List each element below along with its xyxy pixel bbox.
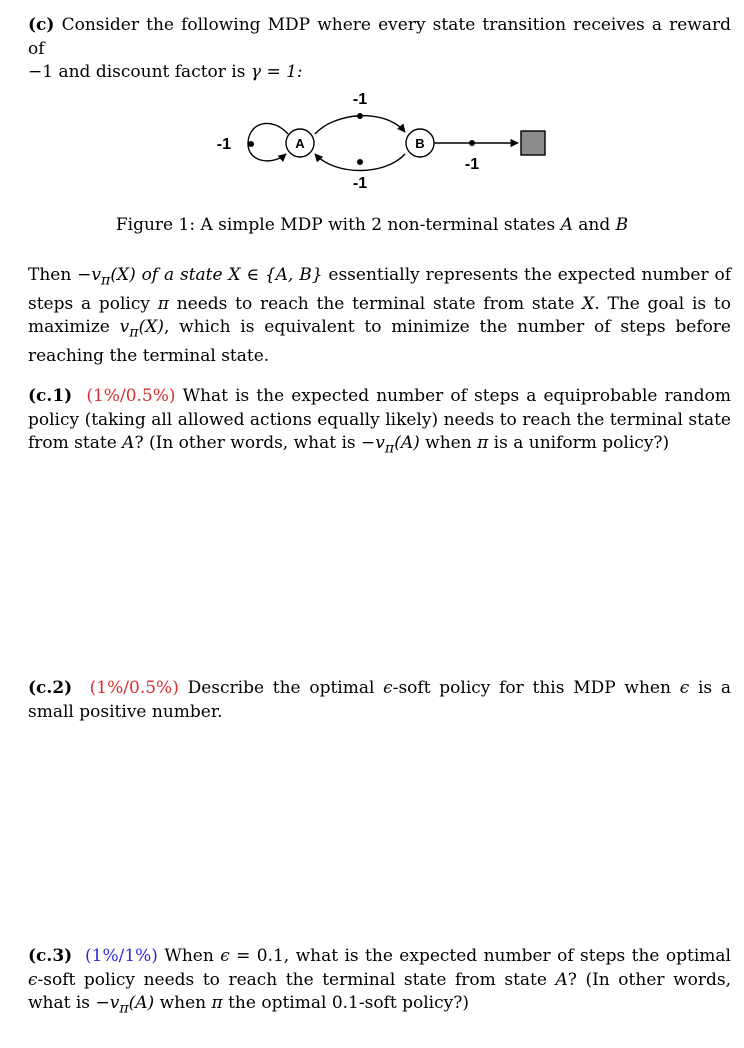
- part-label: (c): [28, 15, 55, 35]
- self-loop-dot: [248, 141, 254, 147]
- mdp-diagram: [200, 84, 560, 194]
- self-loop-arrow: [248, 123, 288, 160]
- state-a-label: A: [295, 136, 305, 151]
- arc-bottom-dot: [357, 159, 363, 165]
- reward-top-label: -1: [352, 91, 368, 108]
- intro-paragraph: (c) Consider the following MDP where every state transition receives a reward of −1 and discount factor is γ = 1:: [28, 15, 731, 82]
- figure-caption: Figure 1: A simple MDP with 2 non-terminal states A and B: [115, 215, 629, 235]
- question-c3: (c.3) (1%/1%) When ϵ = 0.1, what is the expected number of steps the optimal ϵ-soft policy needs to reach the terminal state from state A? (In other words, what is $-v_\pi(A)$ when π the optimal 0.1-soft policy?): [28, 946, 731, 1017]
- question-c2-points: (1%/0.5%): [89, 678, 179, 698]
- arc-top-dot: [357, 113, 363, 119]
- gamma-value: γ = 1:: [250, 62, 303, 82]
- reward-self-label: -1: [216, 136, 231, 153]
- state-b-label: B: [415, 136, 425, 151]
- explanation-paragraph: Then $-v_\pi(X)$ of a state X ∈ {A, B} essentially represents the expected number of steps a policy π needs to reach the terminal state from state X. The goal is to maximize $v_\pi(X)$, which is equivalent to minimize the number of steps before reaching the terminal state.: [28, 265, 732, 367]
- question-c2-label: (c.2): [28, 678, 73, 698]
- question-c1-label: (c.1): [28, 386, 73, 406]
- question-c2: (c.2) (1%/0.5%) Describe the optimal ϵ-soft policy for this MDP when ϵ is a small positive number.: [28, 678, 731, 722]
- reward-bottom-label: -1: [352, 175, 368, 192]
- terminal-state: [521, 131, 545, 155]
- question-c3-points: (1%/1%): [85, 946, 158, 966]
- exit-dot: [469, 140, 475, 146]
- reward-exit-label: -1: [464, 156, 480, 173]
- question-c1-points: (1%/0.5%): [86, 386, 176, 406]
- question-c3-label: (c.3): [28, 946, 73, 966]
- question-c1: (c.1) (1%/0.5%) What is the expected number of steps a equiprobable random policy (taking all allowed actions equally likely) needs to reach the terminal state from state A? (In other words, what is $-v_\pi(A)$ when π is a uniform policy?): [28, 386, 731, 457]
